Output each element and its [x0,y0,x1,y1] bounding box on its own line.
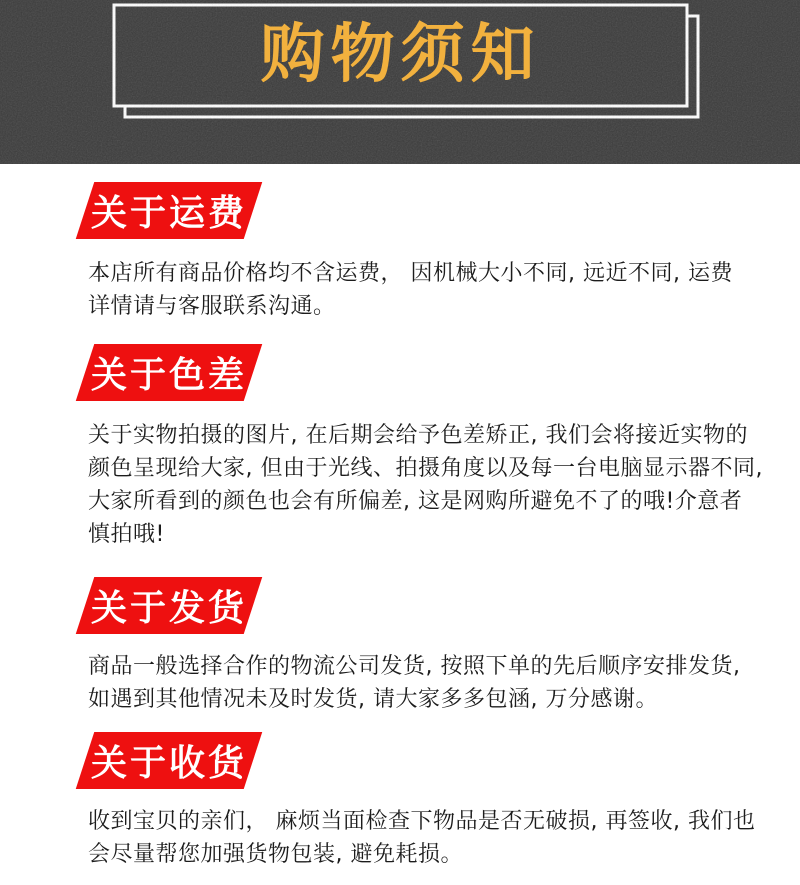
paragraph-line: 慎拍哦! [88,522,165,547]
section-color-difference [0,344,800,551]
paragraph-line: 如遇到其他情况未及时发货, 请大家多多包涵, 万分感谢。 [88,687,658,712]
paragraph-line: 关于实物拍摄的图片, 在后期会给予色差矫正, 我们会将接近实物的 [88,423,748,448]
section-delivery [0,577,800,716]
section-badge-shipping-fee [76,182,263,239]
paragraph-line: 收到宝贝的亲们， 麻烦当面检查下物品是否无破损, 再签收, 我们也 [88,809,756,834]
section-shipping-fee [0,182,800,323]
paragraph-line: 颜色呈现给大家, 但由于光线、拍摄角度以及每一台电脑显示器不同, [88,456,763,481]
section-receiving [0,732,800,871]
section-badge-label: 关于色差 [90,355,247,396]
paragraph-line: 会尽量帮您加强货物包装, 避免耗损。 [88,842,463,867]
paragraph-line: 详情请与客服联系沟通。 [88,294,336,319]
section-badge-label: 关于收货 [90,743,247,784]
paragraph-line: 本店所有商品价格均不含运费， 因机械大小不同, 远近不同, 运费 [88,261,733,286]
page-title: 购物须知 [260,18,541,92]
paragraph-line: 商品一般选择合作的物流公司发货, 按照下单的先后顺序安排发货, [88,654,741,679]
section-badge-label: 关于运费 [90,193,247,234]
section-badge-receiving [76,732,263,789]
section-badge-color-difference [76,344,263,401]
section-paragraph [88,805,760,871]
section-badge-label: 关于发货 [90,588,247,629]
section-paragraph [88,419,763,551]
header-banner [0,0,800,164]
section-paragraph [88,650,760,716]
section-paragraph [88,257,760,323]
section-badge-delivery [76,577,263,634]
paragraph-line: 大家所看到的颜色也会有所偏差, 这是网购所避免不了的哦!介意者 [88,489,743,514]
